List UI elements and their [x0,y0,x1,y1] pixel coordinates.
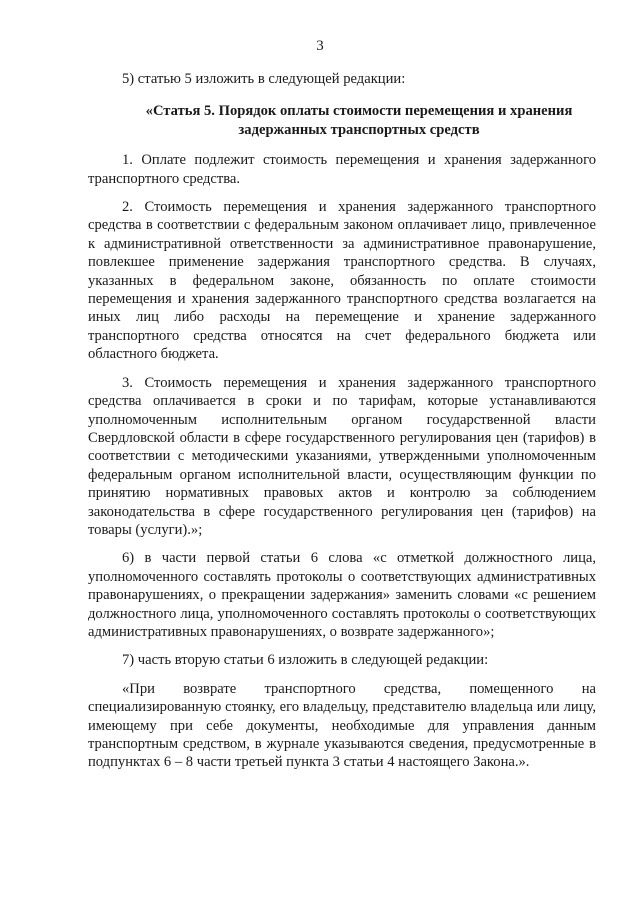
page-number: 3 [316,38,324,54]
article-6-part-2-new-text: «При возврате транспортного средства, помещенного на специализированную стоянку, его владельцу, представителю владельца или лицу, имеющему при себе документы, необходимые для управления данным транспортным средством, в журнале указываются сведения, предусмотренные в подпунктах 6 – 8 части третьей пункта 3 статьи 4 настоящего Закона.». [88,680,596,771]
article-5-part-2: 2. Стоимость перемещения и хранения задержанного транспортного средства в соответствии с федеральным законом оплачивает лицо, привлеченное к административной ответственности за административное правонарушение, повлекшее применение задержания транспортного средства. В случаях, указанных в федеральном законе, обязанность по оплате стоимости перемещения и хранения задержанного транспортного средства возлагается на иных лиц либо расходы на перемещение и хранение задержанного транспортного средства относятся на счет федерального бюджета или областного бюджета. [88,199,596,363]
article-heading-line-1: «Статья 5. Порядок оплаты стоимости перемещения и хранения [145,103,573,120]
article-5-part-1: 1. Оплате подлежит стоимость перемещения и хранения задержанного транспортного средства. [88,152,596,187]
article-5-part-3: 3. Стоимость перемещения и хранения задержанного транспортного средства оплачивается в сроки и по тарифам, которые устанавливаются уполномоченным исполнительным органом государственной власти Свердловской области в сфере государственного регулирования цен (тарифов) в соответствии с методическими указаниями, утвержденными уполномоченным федеральным органом исполнительной власти, осуществляющим функции по принятию нормативных правовых актов и контролю за соблюдением законодательства в сфере государственного регулирования цен (тарифов) на товары (услуги).»; [88,374,596,538]
paragraph-item-5: 5) статью 5 изложить в следующей редакции: [122,71,406,87]
article-5-heading [122,102,596,139]
document-body [88,70,596,782]
article-heading-line-2: задержанных транспортных средств [238,121,480,138]
paragraph-item-7: 7) часть вторую статьи 6 изложить в следующей редакции: [122,652,489,669]
paragraph-item-6: 6) в части первой статьи 6 слова «с отметкой должностного лица, уполномоченного составлять протоколы о соответствующих административных правонарушениях, о прекращении задержания» заменить словами «с решением должностного лица, уполномоченного составлять протоколы о соответствующих административных правонарушениях, о возврате задержанного»; [88,550,596,640]
